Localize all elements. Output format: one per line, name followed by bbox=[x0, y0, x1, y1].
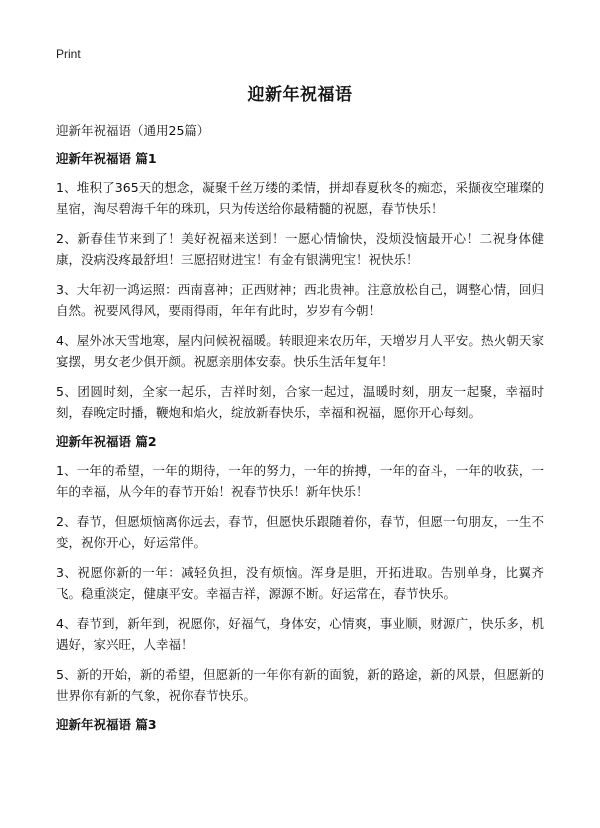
section-1 bbox=[56, 150, 544, 423]
section-heading: 迎新年祝福语 篇2 bbox=[56, 434, 157, 449]
page-title: 迎新年祝福语 bbox=[247, 85, 353, 105]
paragraph: 5、新的开始，新的希望，但愿新的一年你有新的面貌，新的路途，新的风景，但愿新的世界你有新的气象，祝你春节快乐。 bbox=[56, 667, 544, 703]
section-heading: 迎新年祝福语 篇1 bbox=[56, 151, 157, 166]
article-body bbox=[56, 150, 544, 744]
section-heading: 迎新年祝福语 篇3 bbox=[56, 717, 157, 732]
paragraph: 3、祝愿你新的一年：减轻负担，没有烦恼。浑身是胆，开拓进取。告别单身，比翼齐飞。稳重淡定，健康平安。幸福吉祥，源源不断。好运常在，春节快乐。 bbox=[56, 565, 544, 601]
paragraph: 3、大年初一鸿运照：西南喜神；正西财神；西北贵神。注意放松自己，调整心情，回归自然。祝要风得风，要雨得雨，年年有此时，岁岁有今朝！ bbox=[56, 282, 544, 318]
paragraph: 4、春节到，新年到，祝愿你，好福气，身体安，心情爽，事业顺，财源广，快乐多，机遇好，家兴旺，人幸福！ bbox=[56, 616, 544, 652]
print-link[interactable]: Print bbox=[56, 47, 81, 61]
paragraph: 2、春节，但愿烦恼离你远去，春节，但愿快乐跟随着你，春节，但愿一句朋友，一生不变，祝你开心，好运常伴。 bbox=[56, 514, 544, 550]
paragraph: 1、堆积了365天的想念，凝聚千丝万缕的柔情，拼却春夏秋冬的痴恋，采撷夜空璀璨的星宿，淘尽碧海千年的珠玑，只为传送给你最精髓的祝愿，春节快乐！ bbox=[56, 180, 544, 216]
section-3 bbox=[56, 716, 544, 734]
page-subtitle: 迎新年祝福语（通用25篇） bbox=[56, 123, 210, 138]
paragraph: 1、一年的希望，一年的期待，一年的努力，一年的拚搏，一年的奋斗，一年的收获，一年的幸福，从今年的春节开始！祝春节快乐！新年快乐！ bbox=[56, 463, 544, 499]
paragraph: 5、团圆时刻，全家一起乐，吉祥时刻，合家一起过，温暖时刻，朋友一起聚，幸福时刻，春晚定时播，鞭炮和焰火，绽放新春快乐，幸福和祝福，愿你开心每刻。 bbox=[56, 384, 544, 420]
paragraph: 2、新春佳节来到了！美好祝福来送到！一愿心情愉快，没烦没恼最开心！二祝身体健康，没病没疼最舒坦！三愿招财进宝！有金有银满兜宝！祝快乐！ bbox=[56, 231, 544, 267]
section-2 bbox=[56, 433, 544, 706]
paragraph: 4、屋外冰天雪地寒，屋内问候祝福暖。转眼迎来农历年，天增岁月人平安。热火朝天家宴摆，男女老少俱开颜。祝愿亲朋体安泰。快乐生活年复年！ bbox=[56, 333, 544, 369]
